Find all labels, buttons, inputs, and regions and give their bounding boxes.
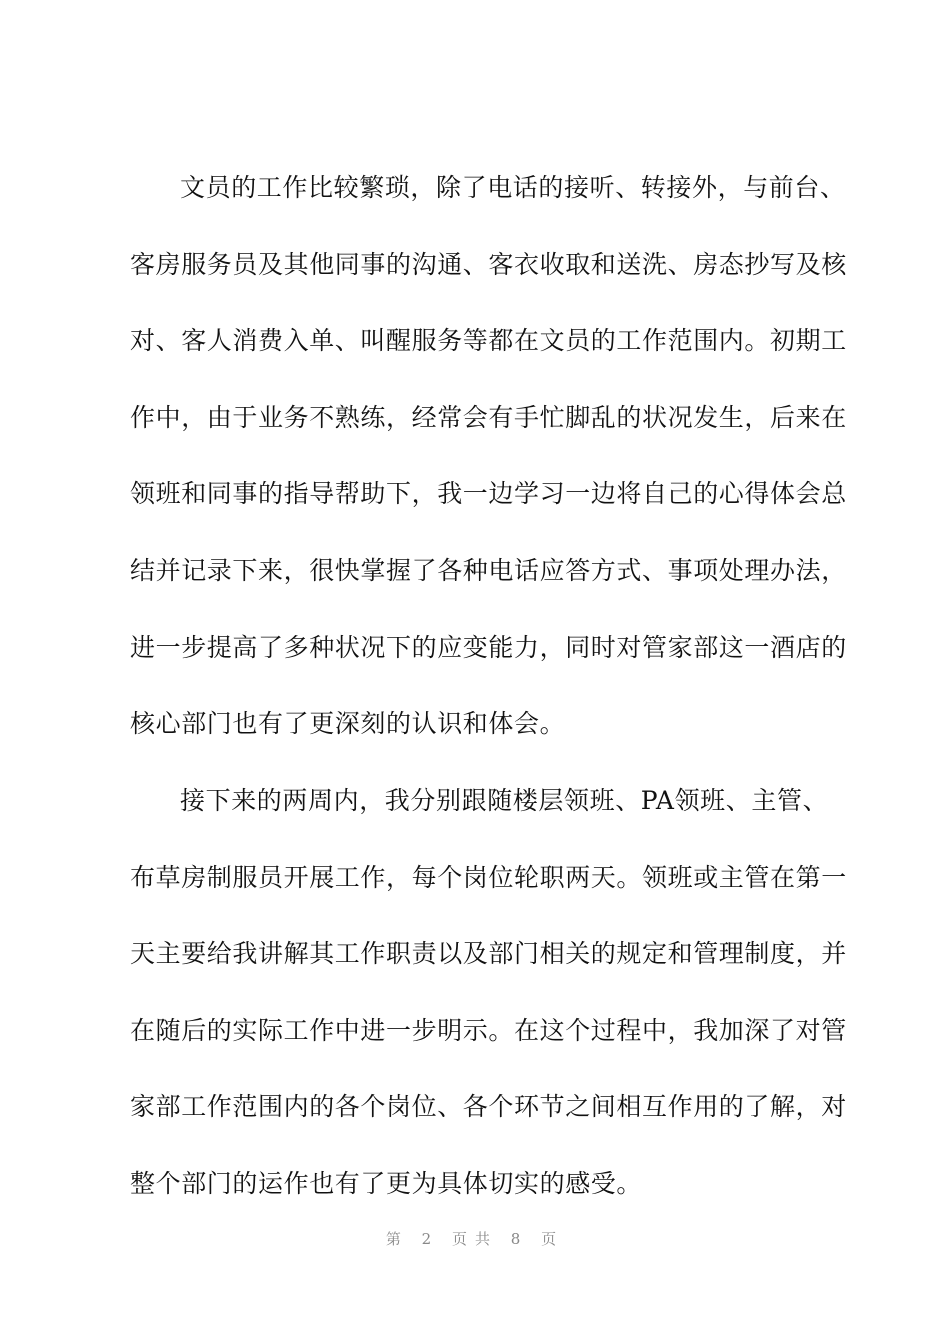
paragraph-2-line-2: 布草房制服员开展工作，每个岗位轮职两天。领班或主管在第一 (130, 863, 847, 892)
paragraph-1-line-3: 对、客人消费入单、叫醒服务等都在文员的工作范围内。初期工 (130, 326, 847, 355)
paragraph-1-line-6: 结并记录下来，很快掌握了各种电话应答方式、事项处理办法， (130, 556, 847, 585)
paragraph-2-line-3: 天主要给我讲解其工作职责以及部门相关的规定和管理制度，并 (130, 939, 847, 968)
paragraph-1-line-5: 领班和同事的指导帮助下，我一边学习一边将自己的心得体会总 (130, 479, 847, 508)
paragraph-2-line-5: 家部工作范围内的各个岗位、各个环节之间相互作用的了解，对 (130, 1092, 847, 1121)
paragraph-1-line-1: 文员的工作比较繁琐，除了电话的接听、转接外，与前台、 (180, 173, 846, 202)
paragraph-2-line-1: 接下来的两周内，我分别跟随楼层领班、PA领班、主管、 (180, 786, 829, 815)
page-number-footer: 第 2 页共 8 页 (385, 1230, 565, 1248)
paragraph-1-line-2: 客房服务员及其他同事的沟通、客衣收取和送洗、房态抄写及核 (130, 250, 847, 279)
paragraph-2-line-4: 在随后的实际工作中进一步明示。在这个过程中，我加深了对管 (130, 1016, 847, 1045)
paragraph-1-line-8: 核心部门也有了更深刻的认识和体会。 (130, 709, 566, 738)
paragraph-1-line-4: 作中，由于业务不熟练，经常会有手忙脚乱的状况发生，后来在 (130, 403, 847, 432)
paragraph-1-line-7: 进一步提高了多种状况下的应变能力，同时对管家部这一酒店的 (130, 633, 847, 662)
paragraph-2-line-6: 整个部门的运作也有了更为具体切实的感受。 (130, 1169, 643, 1198)
